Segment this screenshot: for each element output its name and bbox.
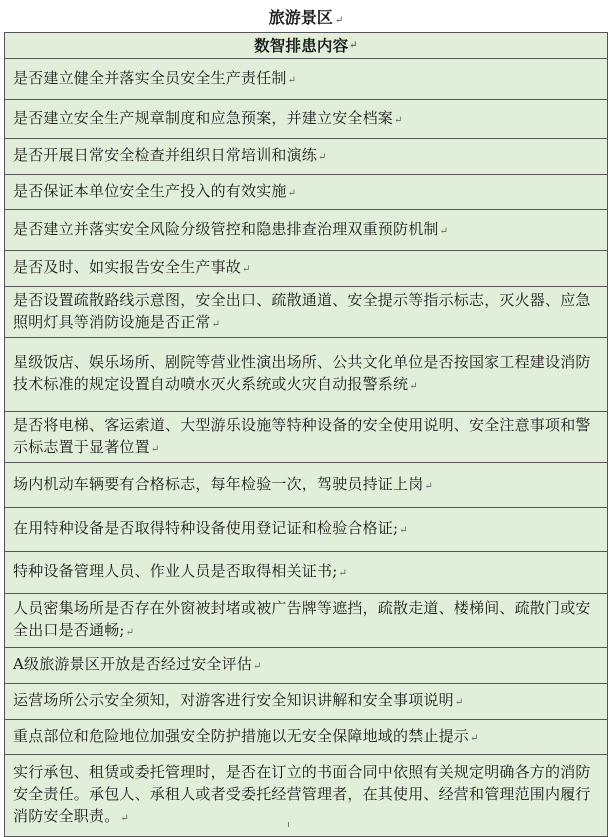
paragraph-mark-icon: ↵ xyxy=(454,697,464,708)
table-row xyxy=(5,552,607,594)
table-row xyxy=(5,287,607,338)
checklist-table xyxy=(4,32,608,837)
table-header-text: 数智排患内容 xyxy=(254,35,349,55)
table-row-text: A级旅游景区开放是否经过安全评估↵ xyxy=(13,655,262,673)
table-row xyxy=(5,648,607,684)
table-row xyxy=(5,100,607,139)
table-row-text: 是否及时、如实报告安全生产事故↵ xyxy=(13,258,251,276)
paragraph-mark-icon: ↵ xyxy=(211,318,221,330)
table-row xyxy=(5,338,607,412)
table-row xyxy=(5,175,607,210)
table-row-text: 场内机动车辆要有合格标志，每年检验一次，驾驶员持证上岗↵ xyxy=(13,474,433,493)
page-title-text: 旅游景区 xyxy=(268,8,333,27)
table-row xyxy=(5,508,607,552)
paragraph-mark-icon: ↵ xyxy=(424,480,433,492)
paragraph-mark-icon: ↵ xyxy=(338,568,348,579)
table-row xyxy=(5,251,607,287)
table-row-text: 重点部位和危险地位加强安全防护措施以无安全保障地域的禁止提示↵ xyxy=(13,726,479,745)
table-row-text: 是否建立安全生产规章制度和应急预案，并建立安全档案↵ xyxy=(13,108,403,127)
table-row xyxy=(5,139,607,175)
table-row-text: 在用特种设备是否取得特种设备使用登记证和检验合格证;↵ xyxy=(13,519,408,537)
paragraph-mark-icon: ↵ xyxy=(334,15,344,26)
table-row xyxy=(5,412,607,463)
table-row-text: 是否建立健全并落实全员安全生产责任制↵ xyxy=(13,68,297,87)
paragraph-mark-icon: ↵ xyxy=(242,264,251,275)
table-row xyxy=(5,463,607,508)
paragraph-mark-icon: ↵ xyxy=(150,443,160,455)
paragraph-mark-icon: ↵ xyxy=(125,627,135,638)
table-row-text: 是否保证本单位安全生产投入的有效实施↵ xyxy=(13,181,297,200)
table-header xyxy=(5,33,607,59)
table-row xyxy=(5,59,607,100)
page-edge-marker xyxy=(288,822,293,827)
table-row-text: 星级饭店、娱乐场所、剧院等营业性演出场所、公共文化单位是否按国家工程建设消防技术标准的规定设置自动喷水灭火系统或火灾自动报警系统↵ xyxy=(13,353,591,393)
table-row xyxy=(5,210,607,251)
paragraph-mark-icon: ↵ xyxy=(409,381,418,392)
paragraph-mark-icon: ↵ xyxy=(399,525,408,536)
table-row-text: 运营场所公示安全须知，对游客进行安全知识讲解和安全事项说明↵ xyxy=(13,691,464,709)
table-row xyxy=(5,755,607,837)
table-row xyxy=(5,594,607,648)
table-row-text: 是否建立并落实安全风险分级管控和隐患排查治理双重预防机制↵ xyxy=(13,219,449,238)
table-row-text: 是否开展日常安全检查并组织日常培训和演练↵ xyxy=(13,146,327,164)
paragraph-mark-icon: ↵ xyxy=(120,813,129,824)
table-row-text: 特种设备管理人员、作业人员是否取得相关证书;↵ xyxy=(13,562,348,580)
paragraph-mark-icon: ↵ xyxy=(253,661,262,672)
paragraph-mark-icon: ↵ xyxy=(439,225,449,237)
table-row xyxy=(5,684,607,720)
paragraph-mark-icon: ↵ xyxy=(349,39,358,51)
table-row-text: 人员密集场所是否存在外窗被封堵或被广告牌等遮挡，疏散走道、楼梯间、疏散门或安全出口是否通畅;↵ xyxy=(13,599,591,639)
table-row-text: 是否将电梯、客运索道、大型游乐设施等特种设备的安全使用说明、安全注意事项和警示标志置于显著位置↵ xyxy=(13,415,591,456)
paragraph-mark-icon: ↵ xyxy=(394,114,403,126)
paragraph-mark-icon: ↵ xyxy=(470,732,479,744)
table-row-text: 是否设置疏散路线示意图，安全出口、疏散通道、安全提示等指示标志，灭火器、应急照明灯具等消防设施是否正常↵ xyxy=(13,290,591,331)
paragraph-mark-icon: ↵ xyxy=(287,74,297,86)
table-row-text: 实行承包、租赁或委托管理时，是否在订立的书面合同中依照有关规定明确各方的消防安全责任。承包人、承租人或者受委托经营管理者，在其使用、经营和管理范围内履行消防安全职责。↵ xyxy=(13,763,591,825)
paragraph-mark-icon: ↵ xyxy=(318,152,327,163)
table-row xyxy=(5,720,607,755)
paragraph-mark-icon: ↵ xyxy=(287,187,297,199)
page-title xyxy=(0,4,612,32)
